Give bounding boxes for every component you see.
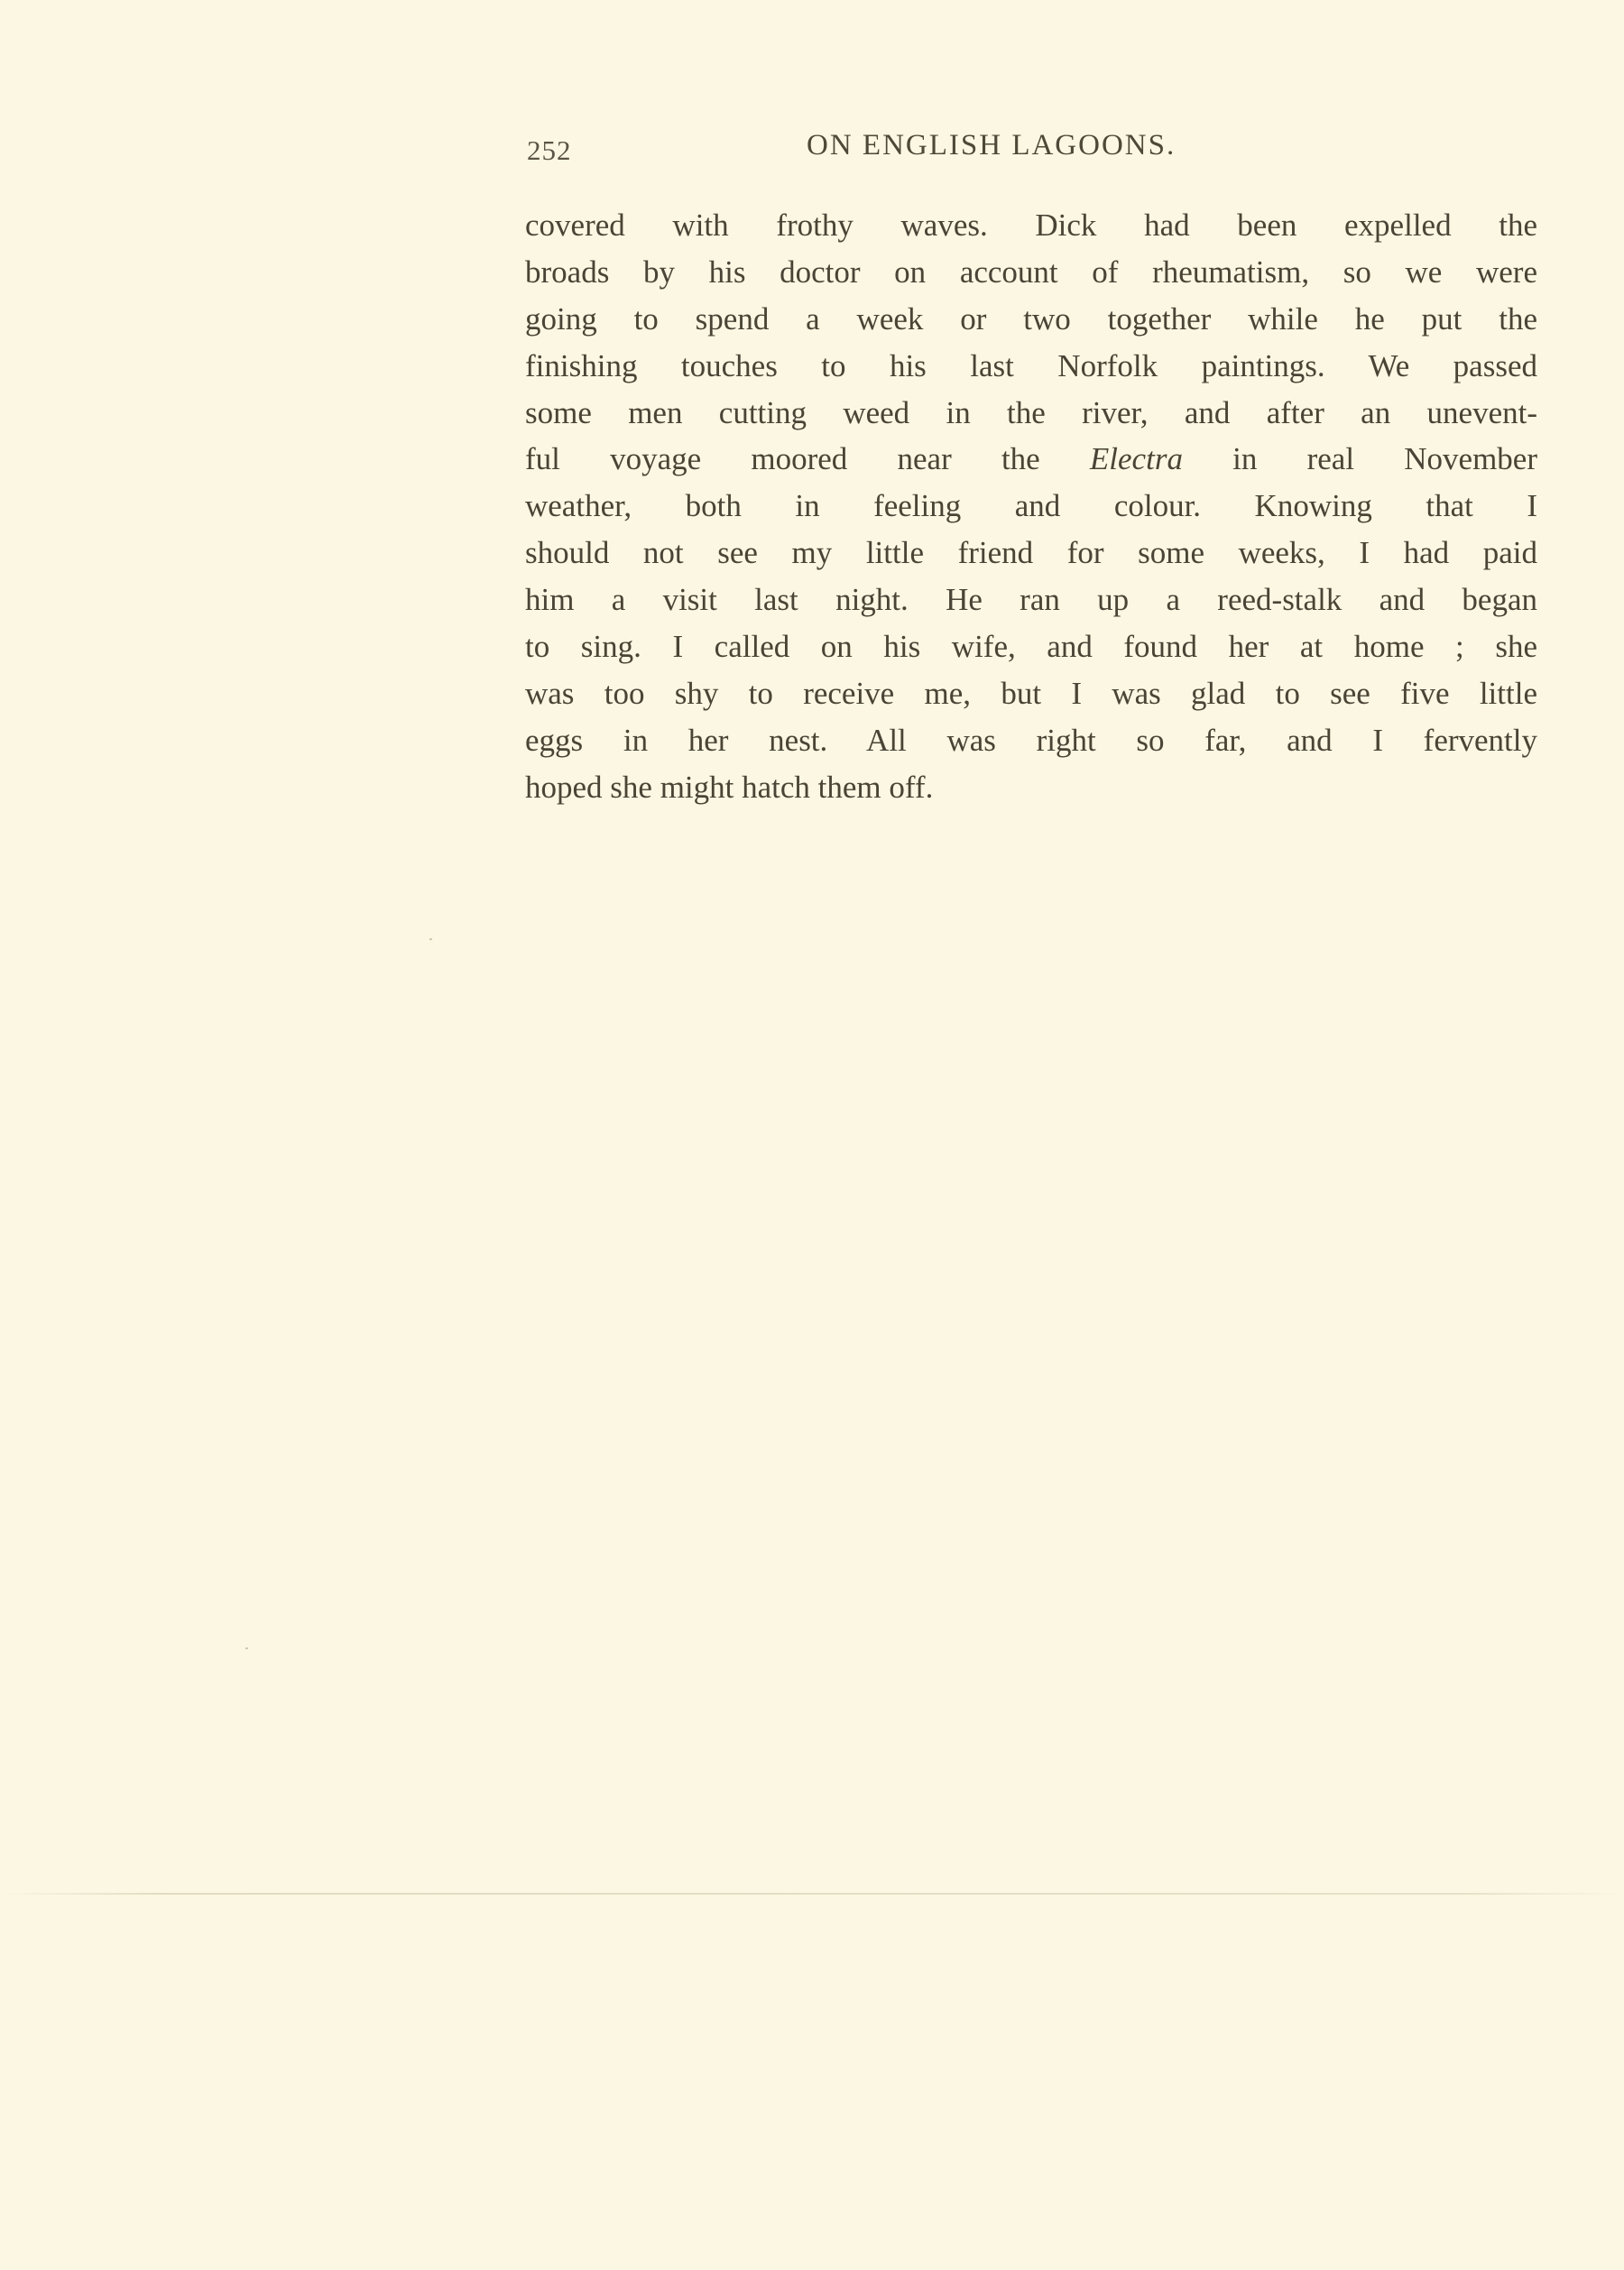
page-number: 252 <box>527 134 572 166</box>
paper-speck <box>245 1647 248 1649</box>
ship-name-italic: Electra <box>1089 441 1183 477</box>
text-line: covered with frothy waves. Dick had been expelled the <box>525 208 1537 243</box>
text-line: was too shy to receive me, but I was glad to see five little <box>525 675 1537 711</box>
text-line: to sing. I called on his wife, and found her at home ; she <box>525 629 1537 665</box>
page-fold-crease <box>0 1893 1624 1895</box>
running-title: ON ENGLISH LAGOONS. <box>807 129 1176 161</box>
text-line: going to spend a week or two together while he put the <box>525 300 1537 337</box>
text-segment: in real November <box>1232 441 1537 477</box>
text-segment: ful voyage moored near the <box>525 441 1040 477</box>
text-line: eggs in her nest. All was right so far, and I fervently <box>525 722 1537 758</box>
paper-speck <box>429 938 432 940</box>
body-paragraph <box>525 202 1537 811</box>
text-line <box>525 436 1537 483</box>
text-line: finishing touches to his last Norfolk paintings. We passed <box>525 347 1537 383</box>
text-line: should not see my little friend for some weeks, I had paid <box>525 535 1537 571</box>
text-line: weather, both in feeling and colour. Knowing that I <box>525 488 1537 524</box>
page-header <box>527 129 1537 169</box>
text-line: broads by his doctor on account of rheumatism, so we were <box>525 254 1537 290</box>
text-line: some men cutting weed in the river, and after an unevent- <box>525 394 1537 430</box>
text-line: him a visit last night. He ran up a reed-stalk and began <box>525 582 1537 618</box>
text-line: hoped she might hatch them off. <box>525 769 934 805</box>
